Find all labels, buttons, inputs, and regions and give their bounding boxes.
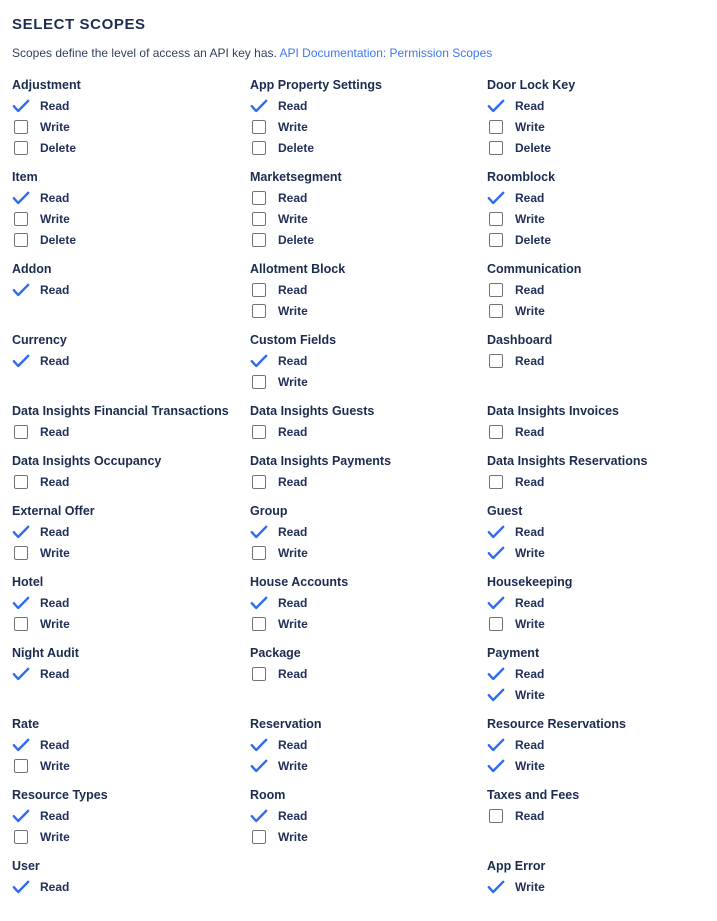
permission-label: Write [40, 829, 70, 844]
checkbox-checked-check-icon[interactable] [250, 759, 278, 773]
permission-label: Read [278, 424, 308, 439]
scope-group-empty [250, 859, 487, 869]
permission-label: Read [40, 808, 70, 823]
permission-label: Delete [515, 140, 552, 155]
permission-row[interactable] [250, 826, 487, 847]
checkbox-unchecked[interactable] [250, 475, 278, 489]
checkbox-box[interactable] [252, 191, 266, 205]
scope-group [250, 454, 487, 492]
scope-group [12, 504, 250, 563]
scope-group [12, 646, 250, 684]
checkbox-unchecked[interactable] [487, 354, 515, 368]
permission-label: Write [278, 758, 308, 773]
permission-row[interactable] [12, 542, 250, 563]
scope-title: Rate [12, 717, 40, 731]
checkbox-unchecked[interactable] [12, 425, 40, 439]
checkbox-checked-check-icon[interactable] [487, 525, 515, 539]
scope-group [250, 170, 487, 250]
checkbox-unchecked[interactable] [12, 830, 40, 844]
permission-row[interactable] [12, 208, 250, 229]
scope-title: Night Audit [12, 646, 79, 660]
permission-label: Read [515, 353, 545, 368]
permission-row[interactable] [487, 187, 705, 208]
checkbox-box[interactable] [14, 233, 28, 247]
scope-group [250, 717, 487, 776]
permission-label: Write [515, 687, 545, 702]
permission-label: Write [278, 119, 308, 134]
permission-row[interactable] [487, 471, 705, 492]
permission-row[interactable] [250, 421, 487, 442]
permission-row[interactable] [487, 421, 705, 442]
scope-title: Package [250, 646, 301, 660]
permission-label: Write [515, 119, 545, 134]
scope-title: Reservation [250, 717, 322, 731]
permission-label: Write [515, 211, 545, 226]
permission-row[interactable] [250, 734, 487, 755]
permission-label: Read [515, 474, 545, 489]
permission-label: Write [40, 545, 70, 560]
checkbox-checked-check-icon[interactable] [12, 596, 40, 610]
scope-group [250, 646, 487, 684]
scope-group [12, 859, 250, 897]
permission-row[interactable] [12, 279, 250, 300]
checkbox-box[interactable] [252, 375, 266, 389]
permission-row[interactable] [250, 279, 487, 300]
checkbox-unchecked[interactable] [487, 475, 515, 489]
scope-group [12, 454, 250, 492]
scope-title: Data Insights Financial Transactions [12, 404, 229, 418]
scope-group [250, 575, 487, 634]
checkbox-checked-check-icon[interactable] [12, 99, 40, 113]
scope-group [250, 262, 487, 321]
permission-label: Read [515, 595, 545, 610]
scope-group [487, 333, 705, 371]
scope-group [487, 404, 705, 442]
scope-group [250, 333, 487, 392]
scope-group [487, 454, 705, 492]
checkbox-box[interactable] [252, 617, 266, 631]
scope-group [487, 78, 705, 158]
scope-group [12, 788, 250, 847]
scope-title: Data Insights Payments [250, 454, 392, 468]
checkbox-box[interactable] [489, 475, 503, 489]
permission-label: Delete [278, 140, 315, 155]
permission-row[interactable] [250, 116, 487, 137]
checkbox-box[interactable] [252, 233, 266, 247]
scope-group [250, 504, 487, 563]
scope-title: Payment [487, 646, 540, 660]
checkbox-checked-check-icon[interactable] [250, 99, 278, 113]
scope-title: Custom Fields [250, 333, 337, 347]
permission-label: Write [278, 303, 308, 318]
permission-label: Read [515, 666, 545, 681]
checkbox-box[interactable] [489, 212, 503, 226]
checkbox-box[interactable] [14, 759, 28, 773]
checkbox-box[interactable] [252, 304, 266, 318]
checkbox-box[interactable] [14, 141, 28, 155]
permission-label: Write [40, 119, 70, 134]
scope-title: Data Insights Occupancy [12, 454, 162, 468]
permission-label: Delete [40, 140, 77, 155]
checkbox-unchecked[interactable] [250, 283, 278, 297]
checkbox-unchecked[interactable] [487, 425, 515, 439]
checkbox-box[interactable] [489, 425, 503, 439]
permission-row[interactable] [250, 350, 487, 371]
permission-row[interactable] [250, 542, 487, 563]
scope-title: Addon [12, 262, 52, 276]
checkbox-box[interactable] [252, 283, 266, 297]
permission-label: Read [515, 524, 545, 539]
permission-label: Read [40, 666, 70, 681]
checkbox-box[interactable] [252, 212, 266, 226]
permission-row[interactable] [487, 137, 705, 158]
checkbox-box[interactable] [252, 667, 266, 681]
permission-label: Write [515, 545, 545, 560]
permission-label: Read [40, 190, 70, 205]
scope-title: App Error [487, 859, 546, 873]
checkbox-box[interactable] [489, 354, 503, 368]
checkbox-box[interactable] [14, 546, 28, 560]
scope-title: Communication [487, 262, 582, 276]
checkbox-unchecked[interactable] [250, 141, 278, 155]
permission-row[interactable] [250, 471, 487, 492]
permission-row[interactable] [250, 371, 487, 392]
permission-row[interactable] [12, 755, 250, 776]
permission-row[interactable] [12, 663, 250, 684]
checkbox-box[interactable] [252, 475, 266, 489]
permission-label: Write [40, 758, 70, 773]
checkbox-checked-check-icon[interactable] [250, 738, 278, 752]
permission-row[interactable] [487, 208, 705, 229]
permission-row[interactable] [12, 116, 250, 137]
scope-title: Group [250, 504, 288, 518]
permission-row[interactable] [250, 300, 487, 321]
permission-row[interactable] [487, 300, 705, 321]
scope-title: Allotment Block [250, 262, 346, 276]
permission-row[interactable] [12, 592, 250, 613]
checkbox-unchecked[interactable] [487, 283, 515, 297]
permission-row[interactable] [250, 755, 487, 776]
subtitle-text: Scopes define the level of access an API key has. [12, 46, 277, 60]
permission-label: Read [278, 666, 308, 681]
scope-group [250, 788, 487, 847]
checkbox-unchecked[interactable] [250, 191, 278, 205]
checkbox-unchecked[interactable] [487, 233, 515, 247]
scope-title: Dashboard [487, 333, 553, 347]
permission-label: Write [515, 879, 545, 894]
scope-group [12, 170, 250, 250]
checkbox-box[interactable] [14, 475, 28, 489]
scope-title: Hotel [12, 575, 44, 589]
permission-label: Read [278, 353, 308, 368]
permission-row[interactable] [487, 734, 705, 755]
permission-row[interactable] [487, 95, 705, 116]
scope-group [487, 788, 705, 826]
checkbox-checked-check-icon[interactable] [487, 880, 515, 894]
checkbox-unchecked[interactable] [12, 233, 40, 247]
permission-label: Write [278, 211, 308, 226]
permission-row[interactable] [487, 279, 705, 300]
scope-group [250, 78, 487, 158]
permission-label: Read [278, 190, 308, 205]
checkbox-checked-check-icon[interactable] [487, 99, 515, 113]
permission-row[interactable] [12, 187, 250, 208]
subtitle [12, 46, 705, 61]
permission-row[interactable] [487, 521, 705, 542]
scope-title: Currency [12, 333, 67, 347]
scope-title: House Accounts [250, 575, 349, 589]
scopes-grid [12, 78, 705, 897]
scope-title: Housekeeping [487, 575, 573, 589]
checkbox-unchecked[interactable] [250, 375, 278, 389]
scope-title: Data Insights Guests [250, 404, 375, 418]
permission-label: Read [40, 424, 70, 439]
checkbox-checked-check-icon[interactable] [12, 880, 40, 894]
checkbox-unchecked[interactable] [487, 809, 515, 823]
scope-title: Roomblock [487, 170, 556, 184]
permission-label: Delete [278, 232, 315, 247]
checkbox-unchecked[interactable] [250, 830, 278, 844]
checkbox-unchecked[interactable] [12, 475, 40, 489]
permission-row[interactable] [12, 350, 250, 371]
checkbox-unchecked[interactable] [250, 667, 278, 681]
checkbox-checked-check-icon[interactable] [487, 688, 515, 702]
checkbox-box[interactable] [489, 304, 503, 318]
checkbox-unchecked[interactable] [12, 212, 40, 226]
checkbox-unchecked[interactable] [12, 617, 40, 631]
permission-label: Read [278, 524, 308, 539]
scope-group [12, 404, 250, 442]
checkbox-checked-check-icon[interactable] [487, 759, 515, 773]
checkbox-box[interactable] [252, 830, 266, 844]
permission-row[interactable] [12, 521, 250, 542]
permission-label: Read [278, 808, 308, 823]
checkbox-checked-check-icon[interactable] [12, 525, 40, 539]
permission-label: Read [40, 353, 70, 368]
permission-label: Read [40, 879, 70, 894]
permission-label: Read [40, 737, 70, 752]
checkbox-checked-check-icon[interactable] [12, 283, 40, 297]
permission-row[interactable] [487, 876, 705, 897]
permission-row[interactable] [250, 521, 487, 542]
checkbox-checked-check-icon[interactable] [12, 738, 40, 752]
permission-row[interactable] [12, 137, 250, 158]
scope-group [487, 575, 705, 634]
checkbox-unchecked[interactable] [487, 617, 515, 631]
checkbox-box[interactable] [14, 617, 28, 631]
permission-label: Write [515, 758, 545, 773]
permission-row[interactable] [487, 542, 705, 563]
permission-row[interactable] [487, 613, 705, 634]
scope-group [250, 404, 487, 442]
checkbox-box[interactable] [14, 120, 28, 134]
scope-title: Resource Reservations [487, 717, 626, 731]
checkbox-checked-check-icon[interactable] [487, 667, 515, 681]
permission-row[interactable] [12, 471, 250, 492]
permission-label: Write [278, 616, 308, 631]
permission-label: Write [278, 829, 308, 844]
checkbox-checked-check-icon[interactable] [12, 354, 40, 368]
permission-row[interactable] [250, 208, 487, 229]
permission-label: Read [278, 595, 308, 610]
scope-title: Adjustment [12, 78, 81, 92]
checkbox-box[interactable] [252, 546, 266, 560]
checkbox-box[interactable] [489, 141, 503, 155]
permission-label: Read [278, 474, 308, 489]
permission-row[interactable] [12, 876, 250, 897]
checkbox-unchecked[interactable] [250, 233, 278, 247]
permission-label: Write [515, 616, 545, 631]
permission-row[interactable] [12, 613, 250, 634]
scope-title: Data Insights Reservations [487, 454, 648, 468]
scope-title: Door Lock Key [487, 78, 576, 92]
checkbox-checked-check-icon[interactable] [250, 809, 278, 823]
checkbox-unchecked[interactable] [250, 212, 278, 226]
scope-title: App Property Settings [250, 78, 382, 92]
permission-row[interactable] [487, 592, 705, 613]
permission-row[interactable] [250, 187, 487, 208]
checkbox-checked-check-icon[interactable] [12, 667, 40, 681]
permission-row[interactable] [487, 663, 705, 684]
scope-title: Item [12, 170, 38, 184]
checkbox-box[interactable] [489, 233, 503, 247]
permission-row[interactable] [250, 137, 487, 158]
permission-row[interactable] [250, 95, 487, 116]
checkbox-checked-check-icon[interactable] [487, 191, 515, 205]
permission-row[interactable] [12, 826, 250, 847]
checkbox-unchecked[interactable] [250, 304, 278, 318]
permission-row[interactable] [487, 755, 705, 776]
permission-row[interactable] [12, 734, 250, 755]
permission-label: Write [278, 374, 308, 389]
scope-group [12, 333, 250, 371]
permission-row[interactable] [487, 684, 705, 705]
checkbox-unchecked[interactable] [250, 425, 278, 439]
permission-row[interactable] [250, 229, 487, 250]
page-title: SELECT SCOPES [12, 16, 146, 33]
api-documentation-link[interactable]: API Documentation: Permission Scopes [279, 46, 493, 60]
permission-row[interactable] [487, 805, 705, 826]
permission-row[interactable] [487, 229, 705, 250]
permission-row[interactable] [12, 805, 250, 826]
checkbox-checked-check-icon[interactable] [250, 354, 278, 368]
permission-label: Delete [515, 232, 552, 247]
checkbox-box[interactable] [489, 617, 503, 631]
permission-label: Read [40, 595, 70, 610]
scope-group [12, 262, 250, 300]
checkbox-box[interactable] [489, 809, 503, 823]
scope-title: Taxes and Fees [487, 788, 580, 802]
checkbox-unchecked[interactable] [487, 120, 515, 134]
permission-label: Read [40, 474, 70, 489]
permission-label: Write [515, 303, 545, 318]
scope-title: User [12, 859, 40, 873]
permission-label: Read [40, 524, 70, 539]
checkbox-box[interactable] [489, 120, 503, 134]
permission-row[interactable] [250, 805, 487, 826]
scope-title: Room [250, 788, 286, 802]
checkbox-checked-check-icon[interactable] [250, 596, 278, 610]
checkbox-unchecked[interactable] [487, 141, 515, 155]
scope-title: Marketsegment [250, 170, 342, 184]
checkbox-unchecked[interactable] [12, 546, 40, 560]
checkbox-box[interactable] [252, 120, 266, 134]
permission-label: Read [40, 98, 70, 113]
permission-row[interactable] [250, 613, 487, 634]
checkbox-box[interactable] [252, 425, 266, 439]
checkbox-box[interactable] [489, 283, 503, 297]
checkbox-checked-check-icon[interactable] [250, 525, 278, 539]
scope-group [12, 575, 250, 634]
scope-group [12, 78, 250, 158]
checkbox-unchecked[interactable] [12, 759, 40, 773]
permission-row[interactable] [250, 592, 487, 613]
checkbox-checked-check-icon[interactable] [487, 738, 515, 752]
scope-title: Resource Types [12, 788, 108, 802]
checkbox-checked-check-icon[interactable] [487, 596, 515, 610]
scope-group [487, 504, 705, 563]
permission-label: Read [278, 737, 308, 752]
permission-label: Read [278, 282, 308, 297]
checkbox-unchecked[interactable] [487, 212, 515, 226]
permission-label: Read [515, 424, 545, 439]
permission-label: Delete [40, 232, 77, 247]
checkbox-checked-check-icon[interactable] [487, 546, 515, 560]
checkbox-unchecked[interactable] [12, 141, 40, 155]
checkbox-unchecked[interactable] [487, 304, 515, 318]
checkbox-box[interactable] [252, 141, 266, 155]
checkbox-checked-check-icon[interactable] [12, 191, 40, 205]
permission-row[interactable] [12, 229, 250, 250]
permission-label: Read [515, 282, 545, 297]
permission-row[interactable] [12, 421, 250, 442]
checkbox-unchecked[interactable] [250, 546, 278, 560]
permission-row[interactable] [250, 663, 487, 684]
scope-title: External Offer [12, 504, 95, 518]
checkbox-unchecked[interactable] [250, 120, 278, 134]
scope-title: Guest [487, 504, 523, 518]
checkbox-unchecked[interactable] [12, 120, 40, 134]
permission-label: Read [278, 98, 308, 113]
checkbox-unchecked[interactable] [250, 617, 278, 631]
permission-label: Write [40, 211, 70, 226]
permission-label: Read [515, 98, 545, 113]
scope-group [487, 859, 705, 897]
permission-label: Read [40, 282, 70, 297]
scope-title: Data Insights Invoices [487, 404, 619, 418]
permission-row[interactable] [487, 350, 705, 371]
scope-group [487, 646, 705, 705]
permission-label: Read [515, 808, 545, 823]
checkbox-checked-check-icon[interactable] [12, 809, 40, 823]
permission-label: Read [515, 737, 545, 752]
permission-row[interactable] [487, 116, 705, 137]
checkbox-box[interactable] [14, 212, 28, 226]
checkbox-box[interactable] [14, 830, 28, 844]
permission-label: Read [515, 190, 545, 205]
scope-group [12, 717, 250, 776]
scope-group [487, 170, 705, 250]
permission-label: Write [40, 616, 70, 631]
scope-group [487, 262, 705, 321]
checkbox-box[interactable] [14, 425, 28, 439]
permission-row[interactable] [12, 95, 250, 116]
scope-group [487, 717, 705, 776]
permission-label: Write [278, 545, 308, 560]
